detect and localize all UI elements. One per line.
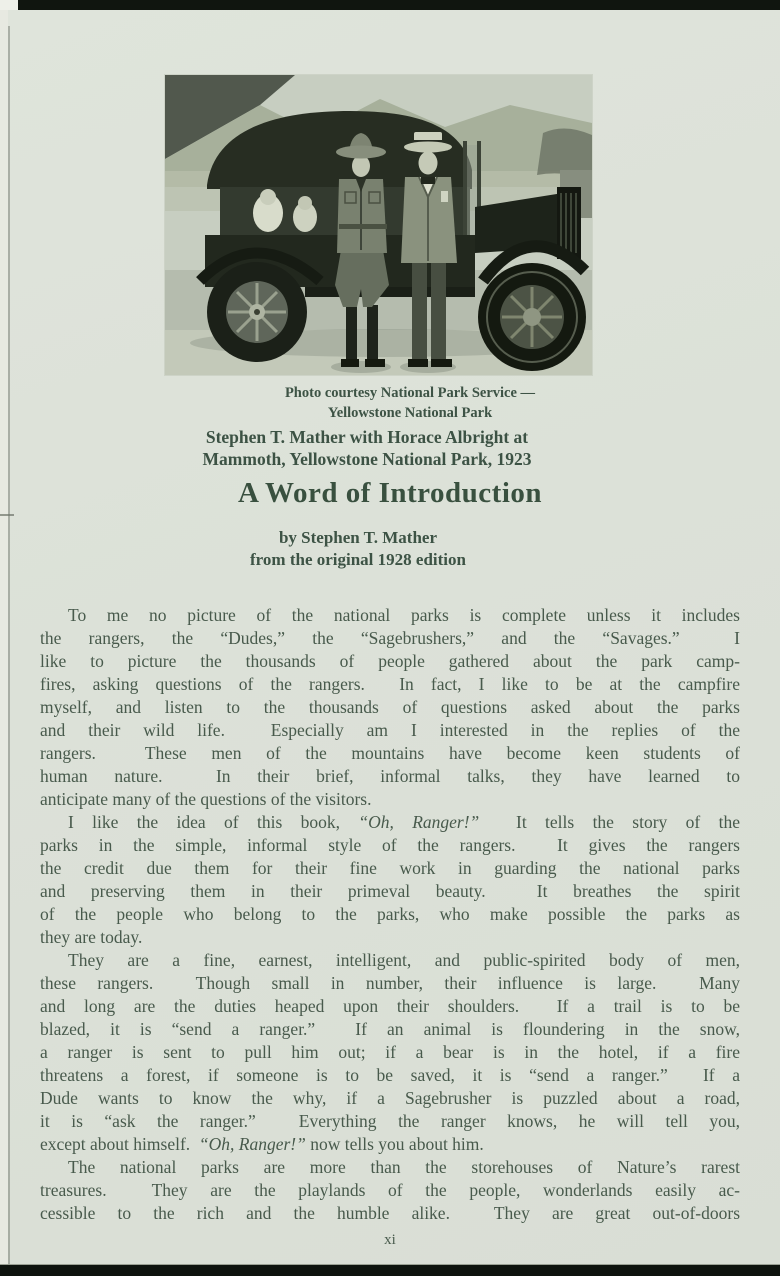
scan-bottom-edge [0,1265,780,1276]
photo-credit-line1: Photo courtesy National Park Service — [284,385,536,401]
text-line: blazed, it is “send a ranger.” If an animal is floundering in the snow, [40,1019,740,1039]
byline: by Stephen T. Mather [278,528,438,547]
text-line: like to picture the thousands of people gathered about the park camp- [40,651,740,671]
text-line: the rangers, the “Dudes,” the “Sagebrushers,” and the “Savages.” I [40,628,740,648]
text-line: fires, asking questions of the rangers. In fact, I like to be at the campfire [40,674,740,694]
text-line: treasures. They are the playlands of the people, wonderlands easily ac- [40,1180,740,1200]
page-number: xi [384,1232,396,1248]
text-line: They are a fine, earnest, intelligent, and public-spirited body of men, [68,950,740,970]
historical-photo [165,75,592,375]
paragraph [40,1156,740,1225]
scan-top-corner [0,0,18,10]
text-line: Dude wants to know the why, if a Sagebrusher is puzzled about a road, [40,1088,740,1108]
text-line: human nature. In their brief, informal talks, they have learned to [40,766,740,786]
text-line: except about himself. “Oh, Ranger!” now tells you about him. [40,1134,484,1154]
text-line: myself, and listen to the thousands of questions asked about the parks [40,697,740,717]
page-title: A Word of Introduction [237,477,543,509]
text-line: threatens a forest, if someone is to be saved, it is “send a ranger.” If a [40,1065,740,1085]
scan-top-edge [18,0,780,10]
text-line: and their wild life. Especially am I interested in the replies of the [40,720,740,740]
photo-caption-line1: Stephen T. Mather with Horace Albright at [205,427,529,447]
photo-caption-line2: Mammoth, Yellowstone National Park, 1923 [202,449,532,469]
text-line: the credit due them for their fine work in guarding the national parks [40,858,740,878]
photo-credit [80,383,740,423]
photo-caption [0,426,734,470]
paragraph [40,949,740,1156]
text-line: these rangers. Though small in number, their influence is large. Many [40,973,740,993]
text-line: and long are the duties heaped upon their shoulders. If a trail is to be [40,996,740,1016]
photo-credit-line2: Yellowstone National Park [327,405,493,421]
text-line: anticipate many of the questions of the visitors. [40,789,372,809]
photo-illustration [165,75,592,375]
text-line: they are today. [40,927,143,947]
text-line: and preserving them in their primeval beauty. It breathes the spirit [40,881,740,901]
text-line: of the people who belong to the parks, who make possible the parks as [40,904,740,924]
paragraph [40,604,740,811]
body-text [40,604,740,1225]
edition-note: from the original 1928 edition [250,550,466,569]
text-line: I like the idea of this book, “Oh, Ranger!” It tells the story of the [68,812,740,832]
text-line: a ranger is sent to pull him out; if a bear is in the hotel, if a fire [40,1042,740,1062]
page-gutter [0,10,8,1265]
text-line: it is “ask the ranger.” Everything the ranger knows, he will tell you, [40,1111,740,1131]
paragraph [40,811,740,949]
text-line: rangers. These men of the mountains have become keen students of [40,743,740,763]
text-line: To me no picture of the national parks is complete unless it includes [68,605,740,625]
gutter-crease-line [8,26,10,1266]
text-line: parks in the simple, informal style of the rangers. It gives the rangers [40,835,740,855]
gutter-tick-mark [0,514,14,516]
text-line: The national parks are more than the storehouses of Nature’s rarest [68,1157,740,1177]
text-line: cessible to the rich and the humble alike. They are great out-of-doors [40,1203,740,1223]
